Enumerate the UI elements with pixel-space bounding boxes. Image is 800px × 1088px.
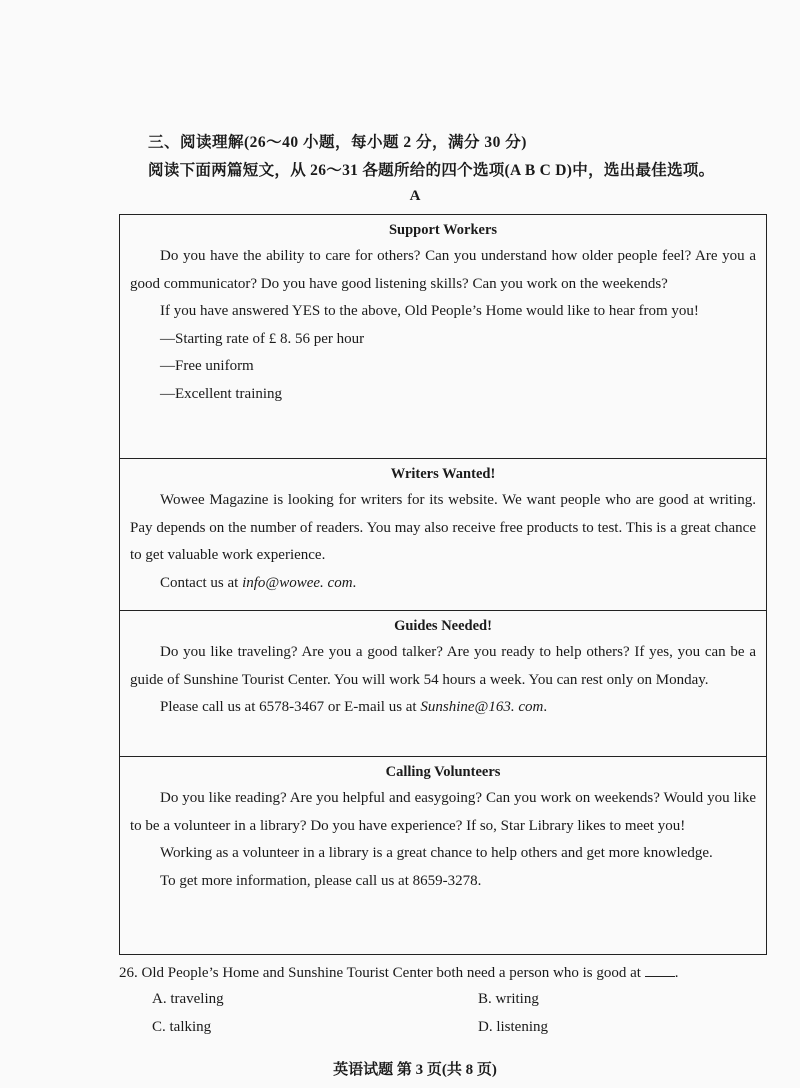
ad-paragraph: Working as a volunteer in a library is a great chance to help others and get more knowledge. <box>160 845 713 861</box>
page-footer: 英语试题 第 3 页(共 8 页) <box>333 1062 497 1078</box>
question-26 <box>119 960 769 987</box>
ad-paragraph: To get more information, please call us at 8659-3278. <box>160 872 482 889</box>
ad-writers-wanted <box>119 459 767 611</box>
ad-paragraph: Do you like reading? Are you helpful and easygoing? Can you work on weekends? Would you like to be a volunteer in a library? Do you have experience? If so, Star Library likes to meet you! <box>130 790 756 834</box>
ad-list-item: —Excellent training <box>160 385 283 402</box>
contact-prefix: Please call us at 6578-3467 or E-mail us at <box>160 699 421 715</box>
contact-suffix: . <box>543 699 548 715</box>
ad-paragraph: Wowee Magazine is looking for writers for its website. We want people who are good at writing. Pay depends on the number of readers. You may also receive free products to test. This is a great chance to get valuable work experience. <box>130 492 756 563</box>
ad-title: Guides Needed! <box>394 618 492 634</box>
option-d: D. listening <box>478 1019 548 1035</box>
ad-paragraph: Do you like traveling? Are you a good talker? Are you ready to help others? If yes, you can be a guide of Sunshine Tourist Center. You will work 54 hours a week. You can rest only on Monday. <box>130 644 756 688</box>
contact-suffix: . <box>352 574 357 591</box>
ad-title: Writers Wanted! <box>390 466 496 482</box>
ad-paragraph: Do you have the ability to care for others? Can you understand how older people feel? Are you a good communicator? Do you have good listening skills? Can you work on the weekends? <box>130 248 756 292</box>
ad-list-item: —Starting rate of £ 8. 56 per hour <box>160 330 365 347</box>
ad-support-workers <box>119 214 767 459</box>
ad-calling-volunteers <box>119 757 767 955</box>
section-title: 三、阅读理解(26～40 小题，每小题 2 分，满分 30 分) <box>148 134 527 151</box>
question-text: 26. Old People’s Home and Sunshine Tourist Center both need a person who is good at <box>119 965 645 981</box>
option-b: B. writing <box>478 991 539 1007</box>
ad-paragraph: If you have answered YES to the above, Old People’s Home would like to hear from you! <box>160 303 699 319</box>
option-c: C. talking <box>152 1019 212 1035</box>
answer-blank <box>645 962 675 977</box>
contact-prefix: Contact us at <box>160 574 243 591</box>
question-end: . <box>674 965 679 981</box>
ad-contact <box>130 694 756 722</box>
contact-email: info@wowee. com <box>242 574 353 591</box>
option-a: A. traveling <box>152 991 224 1007</box>
passage-label: A <box>409 188 421 204</box>
contact-email: Sunshine@163. com <box>420 699 544 715</box>
section-instruction: 阅读下面两篇短文，从 26～31 各题所给的四个选项(A B C D)中，选出最佳选项。 <box>148 162 715 179</box>
ad-title: Support Workers <box>388 222 498 238</box>
ad-contact <box>130 570 756 598</box>
ad-list-item: —Free uniform <box>160 358 254 374</box>
ad-guides-needed <box>119 611 767 757</box>
ad-title: Calling Volunteers <box>385 764 501 780</box>
